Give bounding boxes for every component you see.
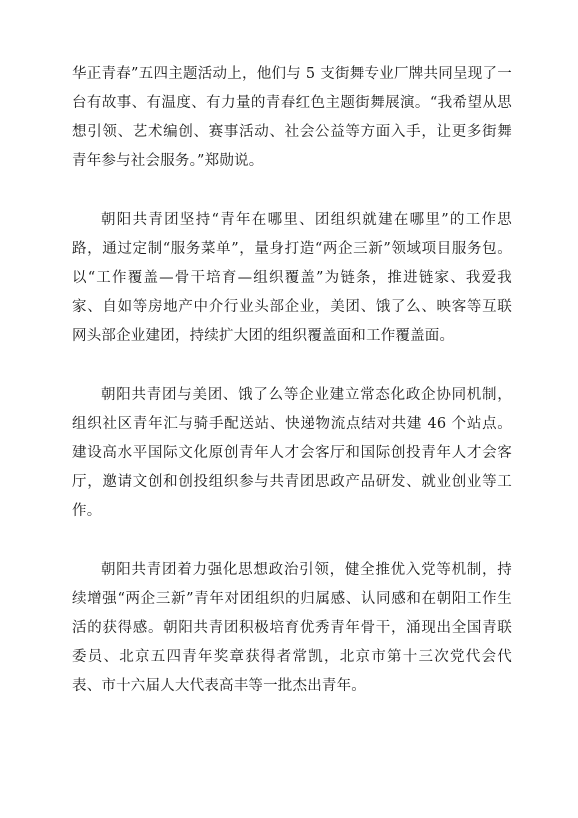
- paragraph: 朝阳共青团坚持“青年在哪里、团组织就建在哪里”的工作思路，通过定制“服务菜单”，量身打造“两企三新”领域项目服务包。以“工作覆盖—骨干培育—组织覆盖”为链条，推进链家、我爱我家、自如等房地产中介行业头部企业，美团、饿了么、映客等互联网头部企业建团，持续扩大团的组织覆盖面和工作覆盖面。: [72, 212, 512, 344]
- paragraph: 朝阳共青团与美团、饿了么等企业建立常态化政企协同机制，组织社区青年汇与骑手配送站、快递物流点结对共建 46 个站点。建设高水平国际文化原创青年人才会客厅和国际创投青年人才会客厅，邀请文创和创投组织参与共青团思政产品研发、就业创业等工作。: [72, 387, 512, 519]
- paragraph-continuation: 华正青春”五四主题活动上，他们与 5 支街舞专业厂牌共同呈现了一台有故事、有温度、有力量的青春红色主题街舞展演。“我希望从思想引领、艺术编创、赛事活动、社会公益等方面入手，让更多街舞青年参与社会服务。”郑勋说。: [72, 66, 512, 169]
- paragraph-spacer: [72, 351, 512, 381]
- document-body: [72, 60, 512, 701]
- paragraph-spacer: [72, 176, 512, 206]
- paragraph: 朝阳共青团着力强化思想政治引领，健全推优入党等机制，持续增强“两企三新”青年对团组织的归属感、认同感和在朝阳工作生活的获得感。朝阳共青团积极培育优秀青年骨干，涌现出全国青联委员、北京五四青年奖章获得者常凯，北京市第十三次党代会代表、市十六届人大代表高丰等一批杰出青年。: [72, 562, 512, 694]
- paragraph-spacer: [72, 526, 512, 556]
